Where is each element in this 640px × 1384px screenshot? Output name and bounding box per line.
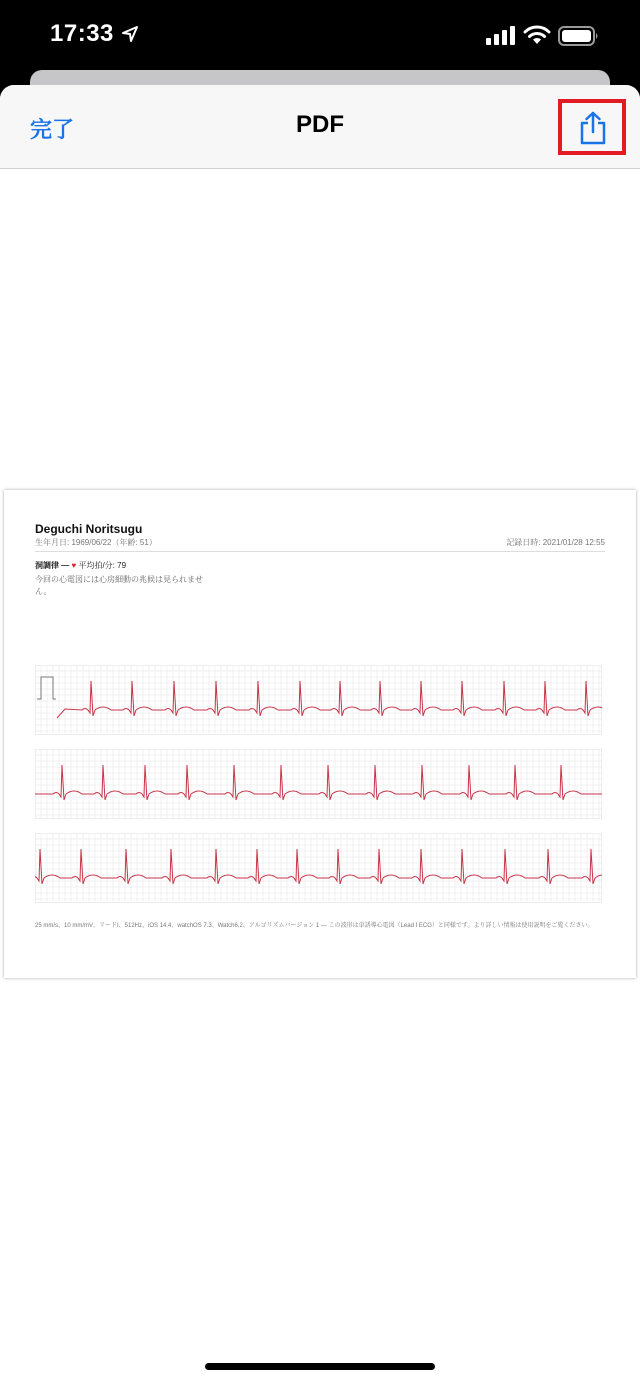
divider [35,551,605,552]
patient-name: Deguchi Noritsugu [35,522,143,536]
status-time: 17:33 [50,20,114,47]
wifi-icon [523,24,551,46]
rhythm-label: 洞調律 — [35,561,70,570]
pdf-page [4,490,636,978]
ecg-result-description: 今回の心電図には心房細動の兆候は見られません。 [35,575,203,596]
ecg-strip-3 [35,833,602,903]
navigation-bar [0,85,640,169]
location-arrow-icon [121,25,139,43]
page-title: PDF [296,111,344,138]
ecg-strip-2 [35,749,602,819]
ecg-strip-1 [35,665,602,735]
home-indicator [205,1363,435,1370]
status-bar [0,0,640,70]
pdf-viewer-sheet [0,85,640,1384]
record-date: 記録日時: 2021/01/28 12:55 [506,538,605,547]
done-button[interactable]: 完了 [30,117,75,142]
heart-icon: ♥ [71,561,77,570]
share-icon [578,111,608,145]
cellular-signal-icon [484,24,518,46]
share-button[interactable] [558,99,626,155]
battery-icon [558,25,600,47]
average-bpm: 平均拍/分: 79 [78,561,127,570]
patient-dob: 生年月日: 1969/06/22（年齢: 51） [35,538,157,547]
ecg-footer-note: 25 mm/s、10 mm/mV、リードI、512Hz、iOS 14.4、watchOS 7.3、Watch6,2、アルゴリズムバージョン 1 — この波形は単誘導心電図（Lead I ECG）と同様です。より詳しい情報は使用説明をご覧ください。 [35,923,594,929]
rhythm-classification [35,560,126,571]
